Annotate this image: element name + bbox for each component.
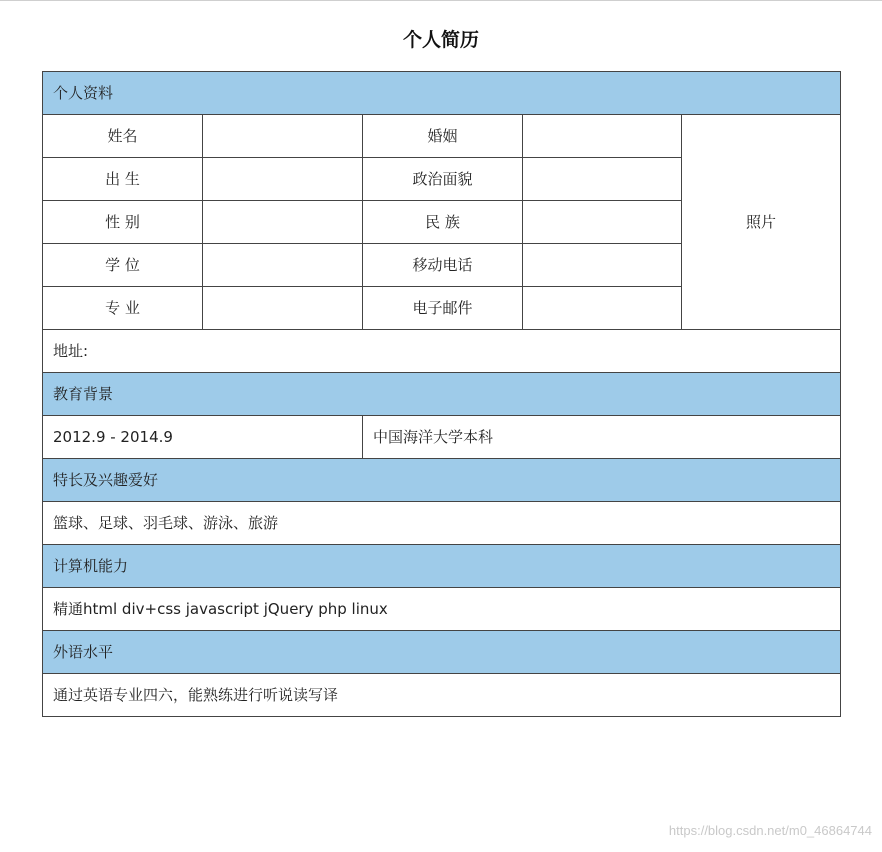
education-period: 2012.9 - 2014.9 [43,416,363,459]
section-education-heading: 教育背景 [43,373,841,416]
computer-text: 精通html div+css javascript jQuery php linux [43,588,841,631]
name-label: 姓名 [43,115,203,158]
mobile-value [523,244,682,287]
education-school: 中国海洋大学本科 [363,416,841,459]
section-hobbies-heading: 特长及兴趣爱好 [43,459,841,502]
degree-label: 学 位 [43,244,203,287]
page-title: 个人简历 [402,29,479,51]
section-personal-row [43,72,841,115]
table-row [43,115,841,158]
mobile-label: 移动电话 [363,244,523,287]
resume-table [42,71,841,717]
section-hobbies-row [43,459,841,502]
section-computer-row [43,545,841,588]
photo-cell: 照片 [682,115,841,330]
section-language-heading: 外语水平 [43,631,841,674]
email-value [523,287,682,330]
name-value [203,115,363,158]
gender-value [203,201,363,244]
major-value [203,287,363,330]
top-divider [0,0,882,1]
section-education-row [43,373,841,416]
watermark: https://blog.csdn.net/m0_46864744 [668,823,872,838]
ethnicity-value [523,201,682,244]
email-label: 电子邮件 [363,287,523,330]
gender-label: 性 别 [43,201,203,244]
address-cell: 地址: [43,330,841,373]
marriage-value [523,115,682,158]
ethnicity-label: 民 族 [363,201,523,244]
table-row [43,330,841,373]
section-computer-heading: 计算机能力 [43,545,841,588]
table-row [43,416,841,459]
marriage-label: 婚姻 [363,115,523,158]
birth-label: 出 生 [43,158,203,201]
language-text: 通过英语专业四六，能熟练进行听说读写译 [43,674,841,717]
table-row [43,588,841,631]
degree-value [203,244,363,287]
hobbies-text: 篮球、足球、羽毛球、游泳、旅游 [43,502,841,545]
major-label: 专 业 [43,287,203,330]
table-row [43,502,841,545]
birth-value [203,158,363,201]
section-language-row [43,631,841,674]
politics-value [523,158,682,201]
table-row [43,674,841,717]
section-personal-heading: 个人资料 [43,72,841,115]
politics-label: 政治面貌 [363,158,523,201]
